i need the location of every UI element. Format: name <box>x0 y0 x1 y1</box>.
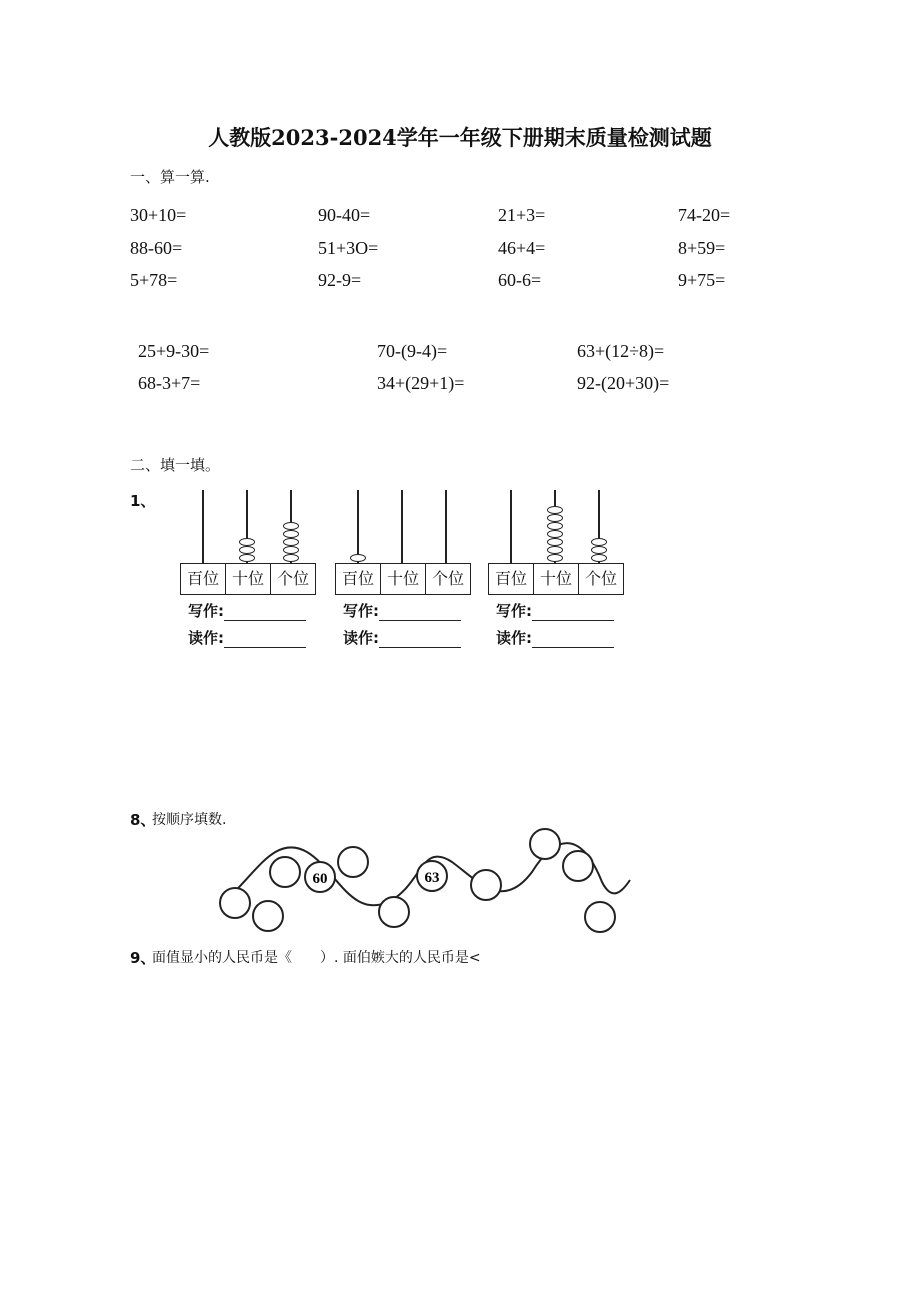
page-title: 人教版2023-2024学年一年级下册期末质量检测试题 <box>208 125 712 150</box>
place-value-cell: 个位 <box>276 569 309 588</box>
calc-item: 8+59= <box>678 238 726 258</box>
write-label: 写作: <box>343 602 379 620</box>
answer-blank[interactable] <box>532 606 614 621</box>
answer-blank[interactable] <box>224 606 306 621</box>
blank-circle <box>338 847 368 877</box>
abacus-bead <box>239 546 255 554</box>
abacus-bead <box>283 522 299 530</box>
abacus-bead <box>547 546 563 554</box>
calc-item: 5+78= <box>130 270 178 290</box>
place-value-cell: 百位 <box>336 564 381 594</box>
blank-circle <box>530 829 560 859</box>
section1-heading: 一、算一算. <box>130 168 210 186</box>
place-value-cell: 十位 <box>534 564 579 594</box>
abacus <box>488 490 624 650</box>
known-number-63: 63 <box>424 870 440 886</box>
abacus <box>180 490 316 650</box>
abacus-bead <box>547 538 563 546</box>
calc-item: 90-40= <box>318 205 371 225</box>
calc-item: 60-6= <box>498 270 542 290</box>
calc-item: 92-9= <box>318 270 362 290</box>
question-8-text: 按顺序填数. <box>152 812 227 828</box>
section2-heading: 二、填一填。 <box>130 456 221 474</box>
place-value-row <box>180 563 316 595</box>
read-label: 读作: <box>188 629 224 647</box>
place-value-row <box>488 563 624 595</box>
abacus-rod <box>202 490 204 563</box>
abacus-bead <box>350 554 366 562</box>
abacus-bead <box>239 538 255 546</box>
blank-circle <box>253 901 283 931</box>
place-value-cell: 个位 <box>584 569 617 588</box>
calc-item: 51+3O= <box>318 238 379 258</box>
place-value-cell: 十位 <box>226 564 271 594</box>
calc-item: 9+75= <box>678 270 726 290</box>
read-label: 读作: <box>496 629 532 647</box>
mixed-calc-item: 92-(20+30)= <box>577 373 670 393</box>
place-value-cell: 百位 <box>181 564 226 594</box>
blank-circle <box>563 851 593 881</box>
question-1-label: 1、 <box>130 492 156 510</box>
abacus-rod <box>510 490 512 563</box>
read-label: 读作: <box>343 629 379 647</box>
abacus-bead <box>591 538 607 546</box>
blank-circle <box>220 888 250 918</box>
abacus-bead <box>591 546 607 554</box>
answer-blank[interactable] <box>379 633 461 648</box>
answer-blank[interactable] <box>532 633 614 648</box>
write-label: 写作: <box>496 602 532 620</box>
abacus-bead <box>283 554 299 562</box>
mixed-calc-item: 63+(12÷8)= <box>577 341 665 361</box>
calc-item: 74-20= <box>678 205 731 225</box>
calc-item: 46+4= <box>498 238 546 258</box>
abacus-bead <box>591 554 607 562</box>
question-9-label: 9、 <box>130 949 156 967</box>
number-sequence-wave <box>212 822 632 938</box>
abacus-bead <box>283 530 299 538</box>
question-9-text: 面值显小的人民币是《 ）. 面伯嫉大的人民币是< <box>152 950 481 966</box>
abacus <box>335 490 471 650</box>
place-value-cell: 个位 <box>431 569 464 588</box>
place-value-cell: 十位 <box>381 564 426 594</box>
abacus-rod <box>401 490 403 563</box>
abacus-bead <box>283 546 299 554</box>
place-value-row <box>335 563 471 595</box>
abacus-bead <box>283 538 299 546</box>
mixed-calc-item: 25+9-30= <box>138 341 210 361</box>
blank-circle <box>471 870 501 900</box>
abacus-rod <box>445 490 447 563</box>
abacus-bead <box>547 514 563 522</box>
abacus-rod <box>357 490 359 563</box>
place-value-cell: 百位 <box>489 564 534 594</box>
abacus-bead <box>547 506 563 514</box>
question-8-label: 8、 <box>130 811 156 829</box>
abacus-bead <box>547 554 563 562</box>
known-number-60: 60 <box>312 871 328 887</box>
write-label: 写作: <box>188 602 224 620</box>
mixed-calc-item: 34+(29+1)= <box>377 373 465 393</box>
abacus-bead <box>547 522 563 530</box>
calc-item: 21+3= <box>498 205 546 225</box>
blank-circle <box>585 902 615 932</box>
mixed-calc-item: 68-3+7= <box>138 373 201 393</box>
answer-blank[interactable] <box>224 633 306 648</box>
calc-item: 30+10= <box>130 205 187 225</box>
abacus-bead <box>239 554 255 562</box>
calc-item: 88-60= <box>130 238 183 258</box>
abacus-bead <box>547 530 563 538</box>
mixed-calc-item: 70-(9-4)= <box>377 341 448 361</box>
blank-circle <box>270 857 300 887</box>
blank-circle <box>379 897 409 927</box>
answer-blank[interactable] <box>379 606 461 621</box>
